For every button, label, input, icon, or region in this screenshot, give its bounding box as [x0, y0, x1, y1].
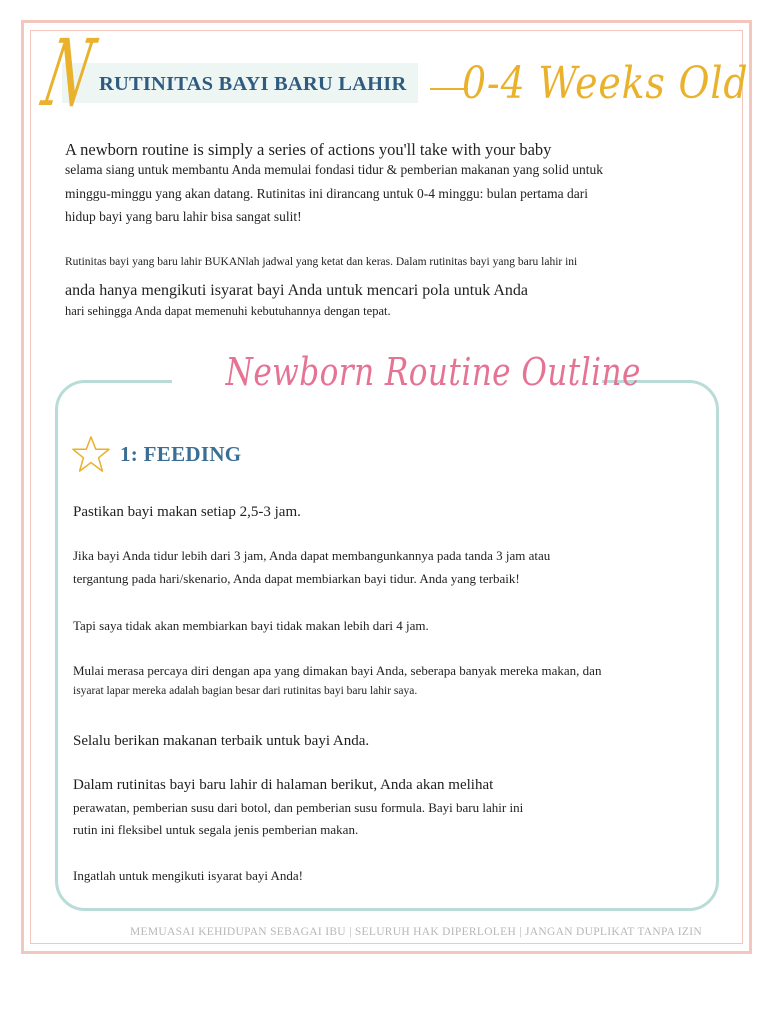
age-range-script: 0-4 Weeks Old — [462, 58, 749, 109]
feeding-paragraph-5: Selalu berikan makanan terbaik untuk bayi Anda. — [73, 733, 370, 749]
intro-line-1: A newborn routine is simply a series of actions you'll take with your baby — [65, 140, 552, 159]
intro-line-5: Rutinitas bayi yang baru lahir BUKANlah jadwal yang ketat dan keras. Dalam rutinitas bayi yang baru lahir ini — [65, 256, 578, 268]
feeding-paragraph-6-line-1: Dalam rutinitas bayi baru lahir di halaman berikut, Anda akan melihat — [73, 777, 494, 793]
intro-line-6: anda hanya mengikuti isyarat bayi Anda untuk mencari pola untuk Anda — [65, 282, 528, 299]
intro-line-3: minggu-minggu yang akan datang. Rutinitas ini dirancang untuk 0-4 minggu: bulan pertama dari — [65, 186, 589, 201]
page-title: RUTINITAS BAYI BARU LAHIR — [99, 73, 407, 95]
outline-title: Newborn Routine Outline — [225, 350, 641, 394]
feeding-paragraph-6-line-2: perawatan, pemberian susu dari botol, dan pemberian susu formula. Bayi baru lahir ini — [73, 800, 524, 815]
star-outline-icon — [72, 435, 110, 473]
feeding-paragraph-4-line-2: isyarat lapar mereka adalah bagian besar dari rutinitas bayi baru lahir saya. — [73, 685, 418, 697]
feeding-paragraph-3: Tapi saya tidak akan membiarkan bayi tidak makan lebih dari 4 jam. — [73, 618, 429, 633]
intro-line-2: selama siang untuk membantu Anda memulai fondasi tidur & pemberian makanan yang solid untuk — [65, 162, 604, 177]
feeding-paragraph-4-line-1: Mulai merasa percaya diri dengan apa yang dimakan bayi Anda, seberapa banyak mereka makan, dan — [73, 663, 602, 678]
feeding-paragraph-7: Ingatlah untuk mengikuti isyarat bayi Anda! — [73, 868, 303, 883]
feeding-paragraph-1: Pastikan bayi makan setiap 2,5-3 jam. — [73, 504, 301, 520]
intro-line-7: hari sehingga Anda dapat memenuhi kebutuhannya dengan tepat. — [65, 304, 391, 318]
decorative-initial: N — [34, 20, 102, 127]
section-heading-feeding: 1: FEEDING — [120, 442, 242, 466]
feeding-paragraph-2-line-2: tergantung pada hari/skenario, Anda dapat membiarkan bayi tidur. Anda yang terbaik! — [73, 571, 520, 586]
feeding-paragraph-2-line-1: Jika bayi Anda tidur lebih dari 3 jam, Anda dapat membangunkannya pada tanda 3 jam atau — [73, 548, 551, 563]
intro-line-4: hidup bayi yang baru lahir bisa sangat sulit! — [65, 209, 302, 224]
copyright-footer: MEMUASAI KEHIDUPAN SEBAGAI IBU | SELURUH HAK DIPERLOLEH | JANGAN DUPLIKAT TANPA IZIN — [130, 926, 702, 938]
feeding-paragraph-6-line-3: rutin ini fleksibel untuk segala jenis pemberian makan. — [73, 822, 359, 837]
